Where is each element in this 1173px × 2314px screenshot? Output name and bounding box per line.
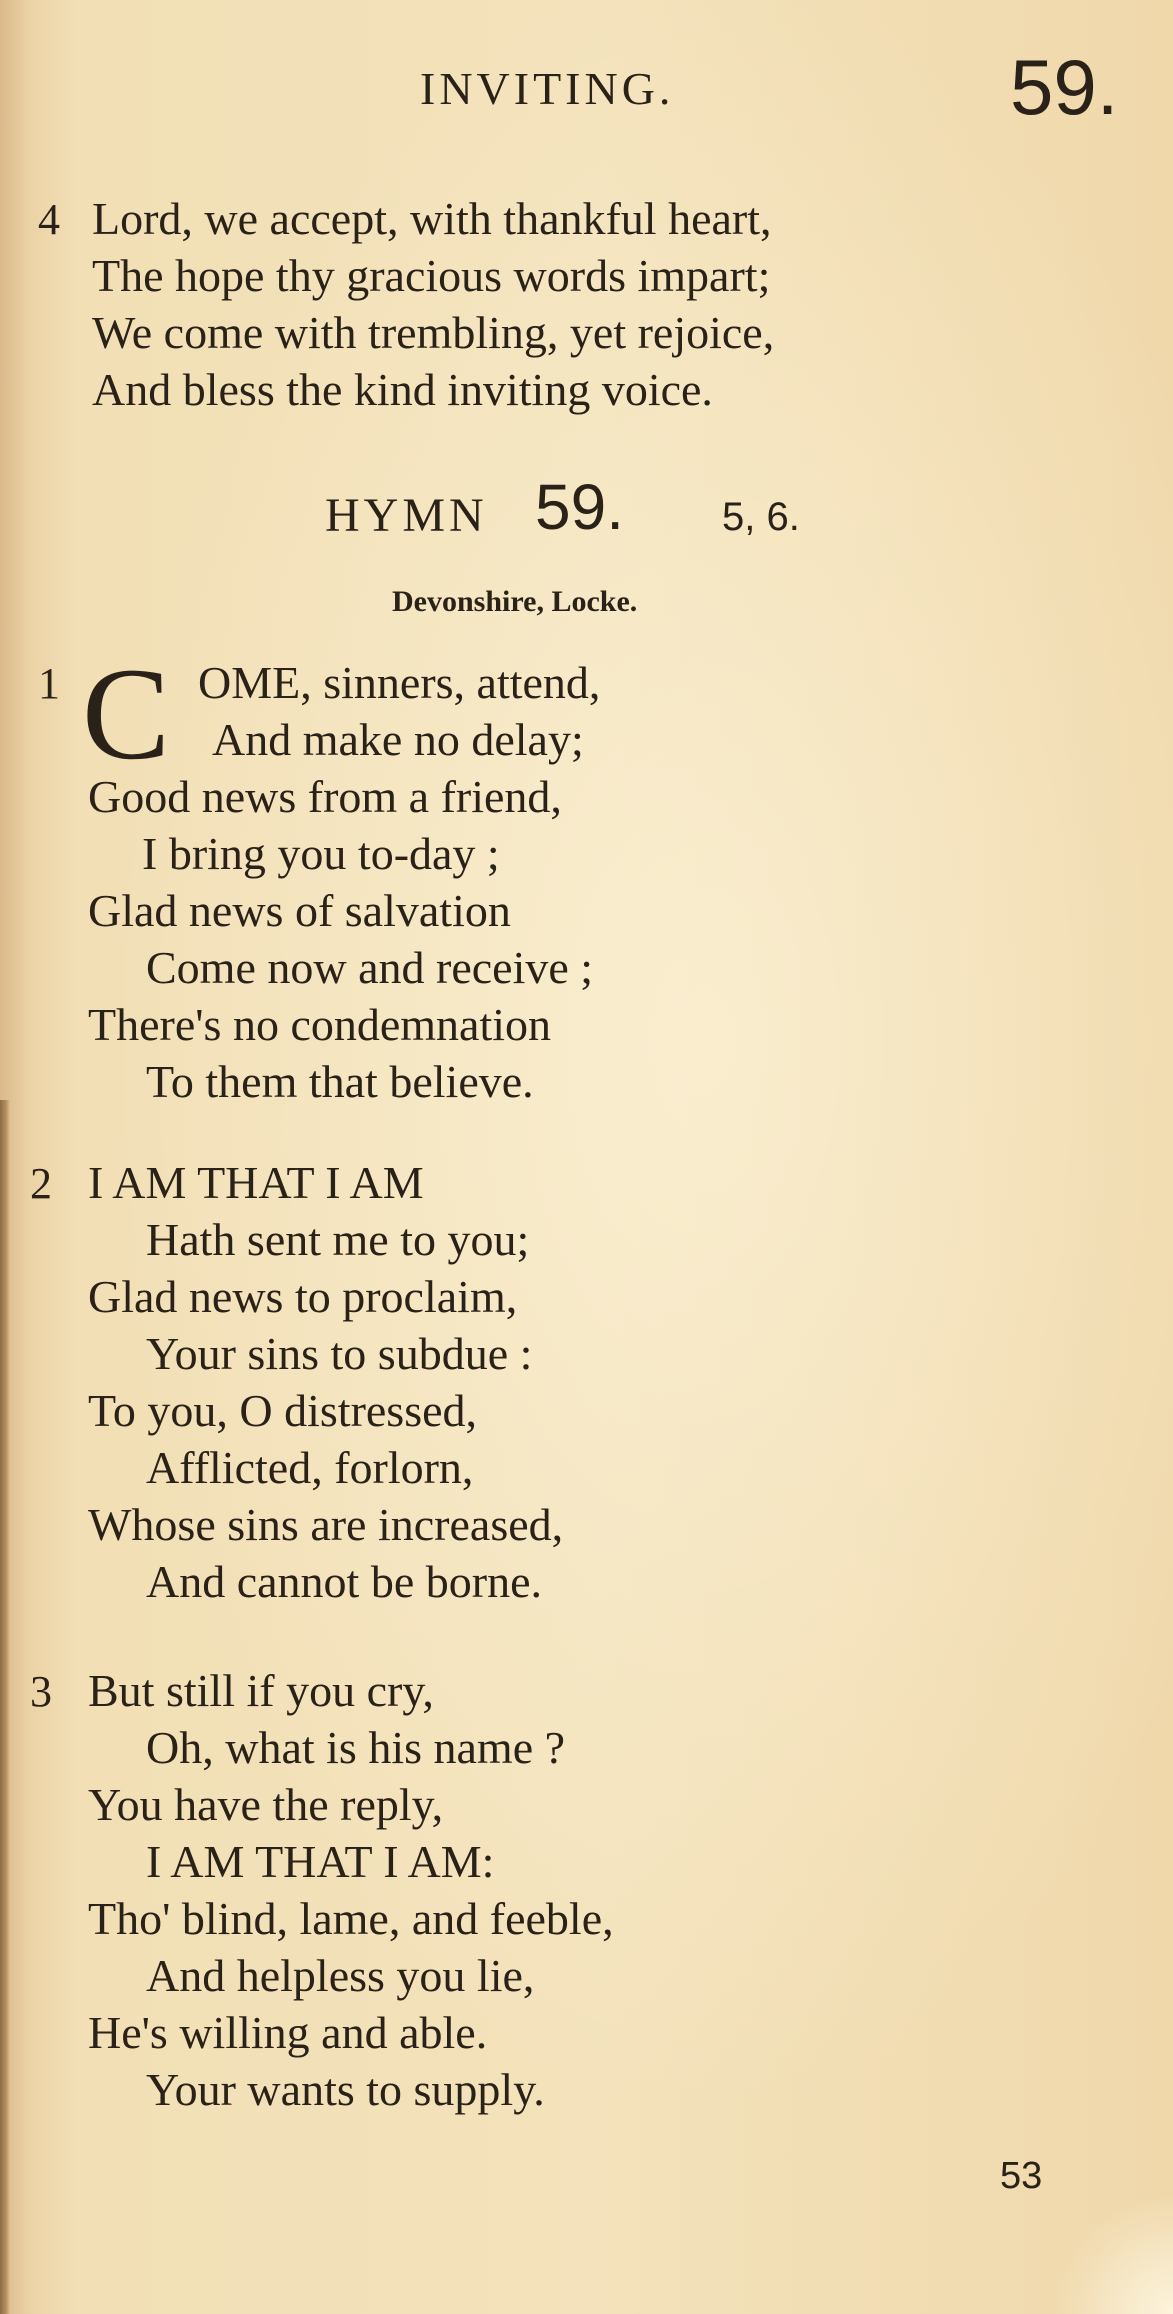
verse-line: I AM THAT I AM	[88, 1157, 424, 1208]
verse-line: Come now and receive ;	[146, 942, 594, 993]
page-spine-edge	[0, 1100, 10, 2314]
hymn-number: 59.	[535, 471, 624, 543]
verse-line: To them that believe.	[146, 1056, 534, 1107]
tune-name: Devonshire, Locke.	[392, 585, 638, 618]
drop-cap: C	[82, 640, 171, 787]
verse-line: Lord, we accept, with thankful heart,	[92, 193, 772, 244]
verse-line: OME, sinners, attend,	[198, 657, 601, 708]
verse-line: But still if you cry,	[88, 1665, 434, 1716]
hymn-meter: 5, 6.	[722, 495, 800, 539]
verse-number-3: 3	[30, 1667, 52, 1716]
verse-line: And cannot be borne.	[146, 1556, 542, 1607]
verse-line: Oh, what is his name ?	[146, 1722, 566, 1773]
page-corner-stain	[1053, 2194, 1173, 2314]
verse-line: I AM THAT I AM:	[146, 1836, 495, 1887]
verse-line: The hope thy gracious words impart;	[92, 250, 771, 301]
verse-line: He's willing and able.	[88, 2007, 488, 2058]
verse-line: And make no delay;	[212, 714, 584, 765]
verse-line: Good news from a friend,	[88, 771, 562, 822]
verse-line: Afflicted, forlorn,	[146, 1442, 474, 1493]
verse-line: Your wants to supply.	[146, 2064, 545, 2115]
verse-number-prev: 4	[38, 195, 60, 244]
verse-number-2: 2	[30, 1159, 52, 1208]
signature-mark: 53	[1000, 2155, 1043, 2197]
running-head: INVITING.	[420, 63, 675, 114]
verse-line: Glad news to proclaim,	[88, 1271, 518, 1322]
verse-number-1: 1	[38, 659, 60, 708]
verse-line: I bring you to-day ;	[142, 828, 500, 879]
verse-line: You have the reply,	[88, 1779, 444, 1830]
verse-line: Whose sins are increased,	[88, 1499, 564, 1550]
verse-line: And bless the kind inviting voice.	[92, 364, 713, 415]
verse-line: Glad news of salvation	[88, 885, 511, 936]
verse-line: And helpless you lie,	[146, 1950, 535, 2001]
verse-line: Tho' blind, lame, and feeble,	[88, 1893, 614, 1944]
page-number: 59.	[1010, 43, 1119, 131]
verse-line: There's no condemnation	[88, 999, 552, 1050]
verse-line: We come with trembling, yet rejoice,	[92, 307, 775, 358]
hymn-title: HYMN	[325, 489, 488, 542]
verse-line: To you, O distressed,	[88, 1385, 478, 1436]
verse-line: Your sins to subdue :	[146, 1328, 533, 1379]
verse-line: Hath sent me to you;	[146, 1214, 530, 1265]
